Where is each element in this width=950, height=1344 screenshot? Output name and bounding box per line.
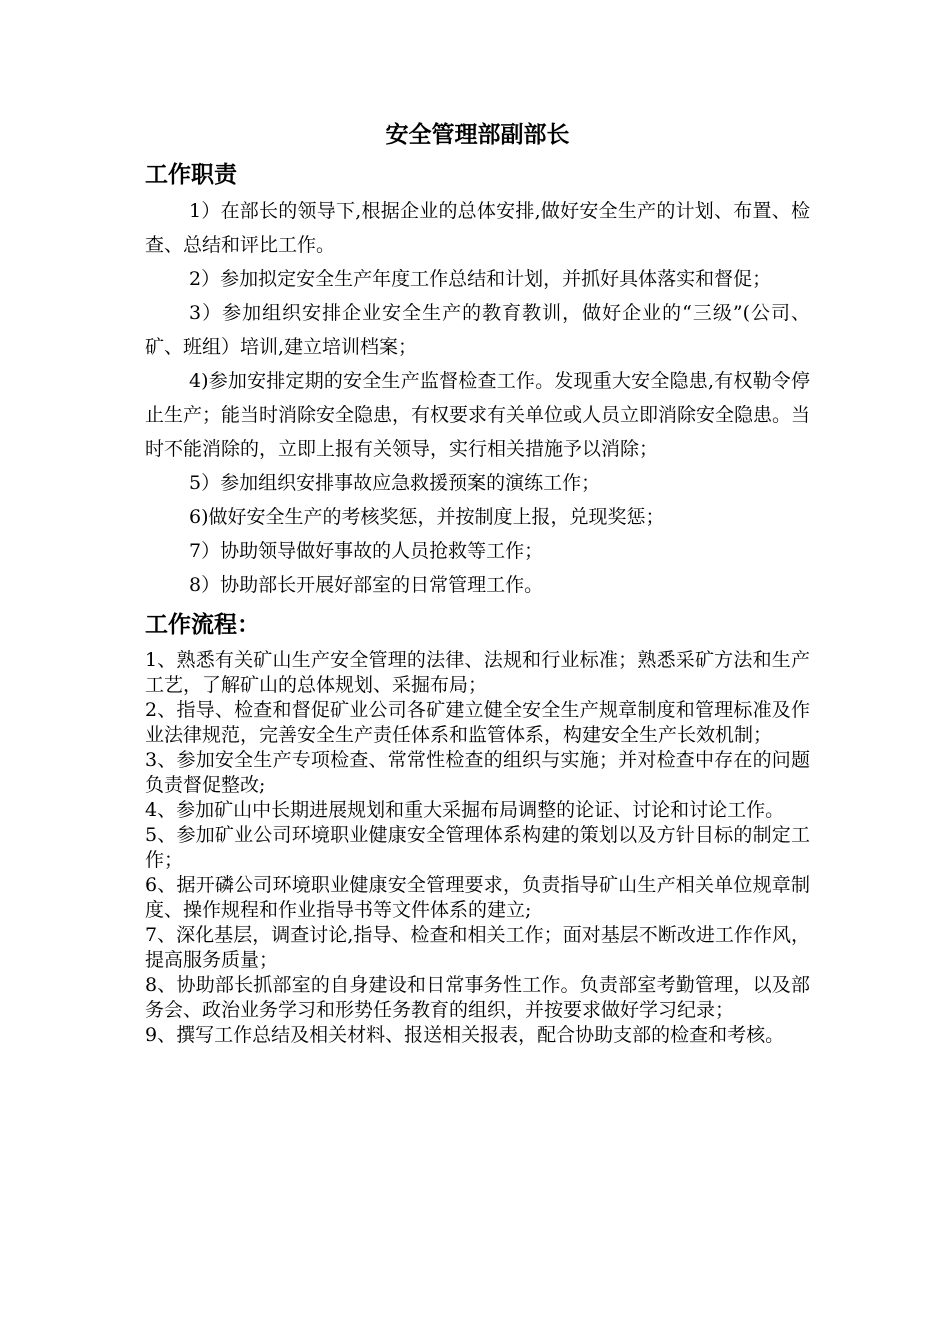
- duty-item-1: 1）在部长的领导下,根据企业的总体安排,做好安全生产的计划、布置、检查、总结和评比工作。: [145, 200, 810, 256]
- process-item-9: 9、撰写工作总结及相关材料、报送相关报表，配合协助支部的检查和考核。: [145, 1024, 785, 1046]
- duty-item-8: 8）协助部长开展好部室的日常管理工作。: [189, 574, 544, 596]
- process-item-6: 6、据开磷公司环境职业健康安全管理要求，负责指导矿山生产相关单位规章制度、操作规程和作业指导书等文件体系的建立;: [145, 874, 810, 921]
- section-heading-process: 工作流程：: [145, 612, 260, 638]
- duty-item-3: 3）参加组织安排企业安全生产的教育教训，做好企业的“三级”(公司、矿、班组）培训,建立培训档案；: [145, 302, 810, 358]
- section-heading-duties: 工作职责: [145, 162, 237, 188]
- process-item-4: 4、参加矿山中长期进展规划和重大采掘布局调整的论证、讨论和讨论工作。: [145, 799, 785, 821]
- process-item-2: 2、指导、检查和督促矿业公司各矿建立健全安全生产规章制度和管理标准及作业法律规范，完善安全生产责任体系和监管体系，构建安全生产长效机制；: [145, 699, 810, 746]
- duty-item-7: 7）协助领导做好事故的人员抢救等工作；: [189, 540, 544, 562]
- document-title: 安全管理部副部长: [385, 121, 570, 148]
- process-item-8: 8、协助部长抓部室的自身建设和日常事务性工作。负责部室考勤管理，以及部务会、政治业务学习和形势任务教育的组织，并按要求做好学习纪录；: [145, 974, 810, 1021]
- duty-item-2: 2）参加拟定安全生产年度工作总结和计划，并抓好具体落实和督促；: [189, 268, 772, 290]
- duty-item-6: 6)做好安全生产的考核奖惩，并按制度上报，兑现奖惩；: [189, 506, 665, 528]
- document-body: [145, 118, 810, 1048]
- process-item-1: 1、熟悉有关矿山生产安全管理的法律、法规和行业标准；熟悉采矿方法和生产工艺，了解矿山的总体规划、采掘布局；: [145, 649, 810, 696]
- process-item-5: 5、参加矿业公司环境职业健康安全管理体系构建的策划以及方针目标的制定工作；: [145, 824, 810, 871]
- process-item-7: 7、深化基层，调查讨论,指导、检查和相关工作；面对基层不断改进工作作风，提高服务质量；: [145, 924, 810, 971]
- duty-item-4: 4)参加安排定期的安全生产监督检查工作。发现重大安全隐患,有权勒令停止生产；能当时消除安全隐患，有权要求有关单位或人员立即消除安全隐患。当时不能消除的，立即上报有关领导，实行相关措施予以消除；: [145, 370, 811, 460]
- process-item-3: 3、参加安全生产专项检查、常常性检查的组织与实施；并对检查中存在的问题负责督促整改;: [145, 749, 810, 796]
- duty-item-5: 5）参加组织安排事故应急救援预案的演练工作；: [189, 472, 601, 494]
